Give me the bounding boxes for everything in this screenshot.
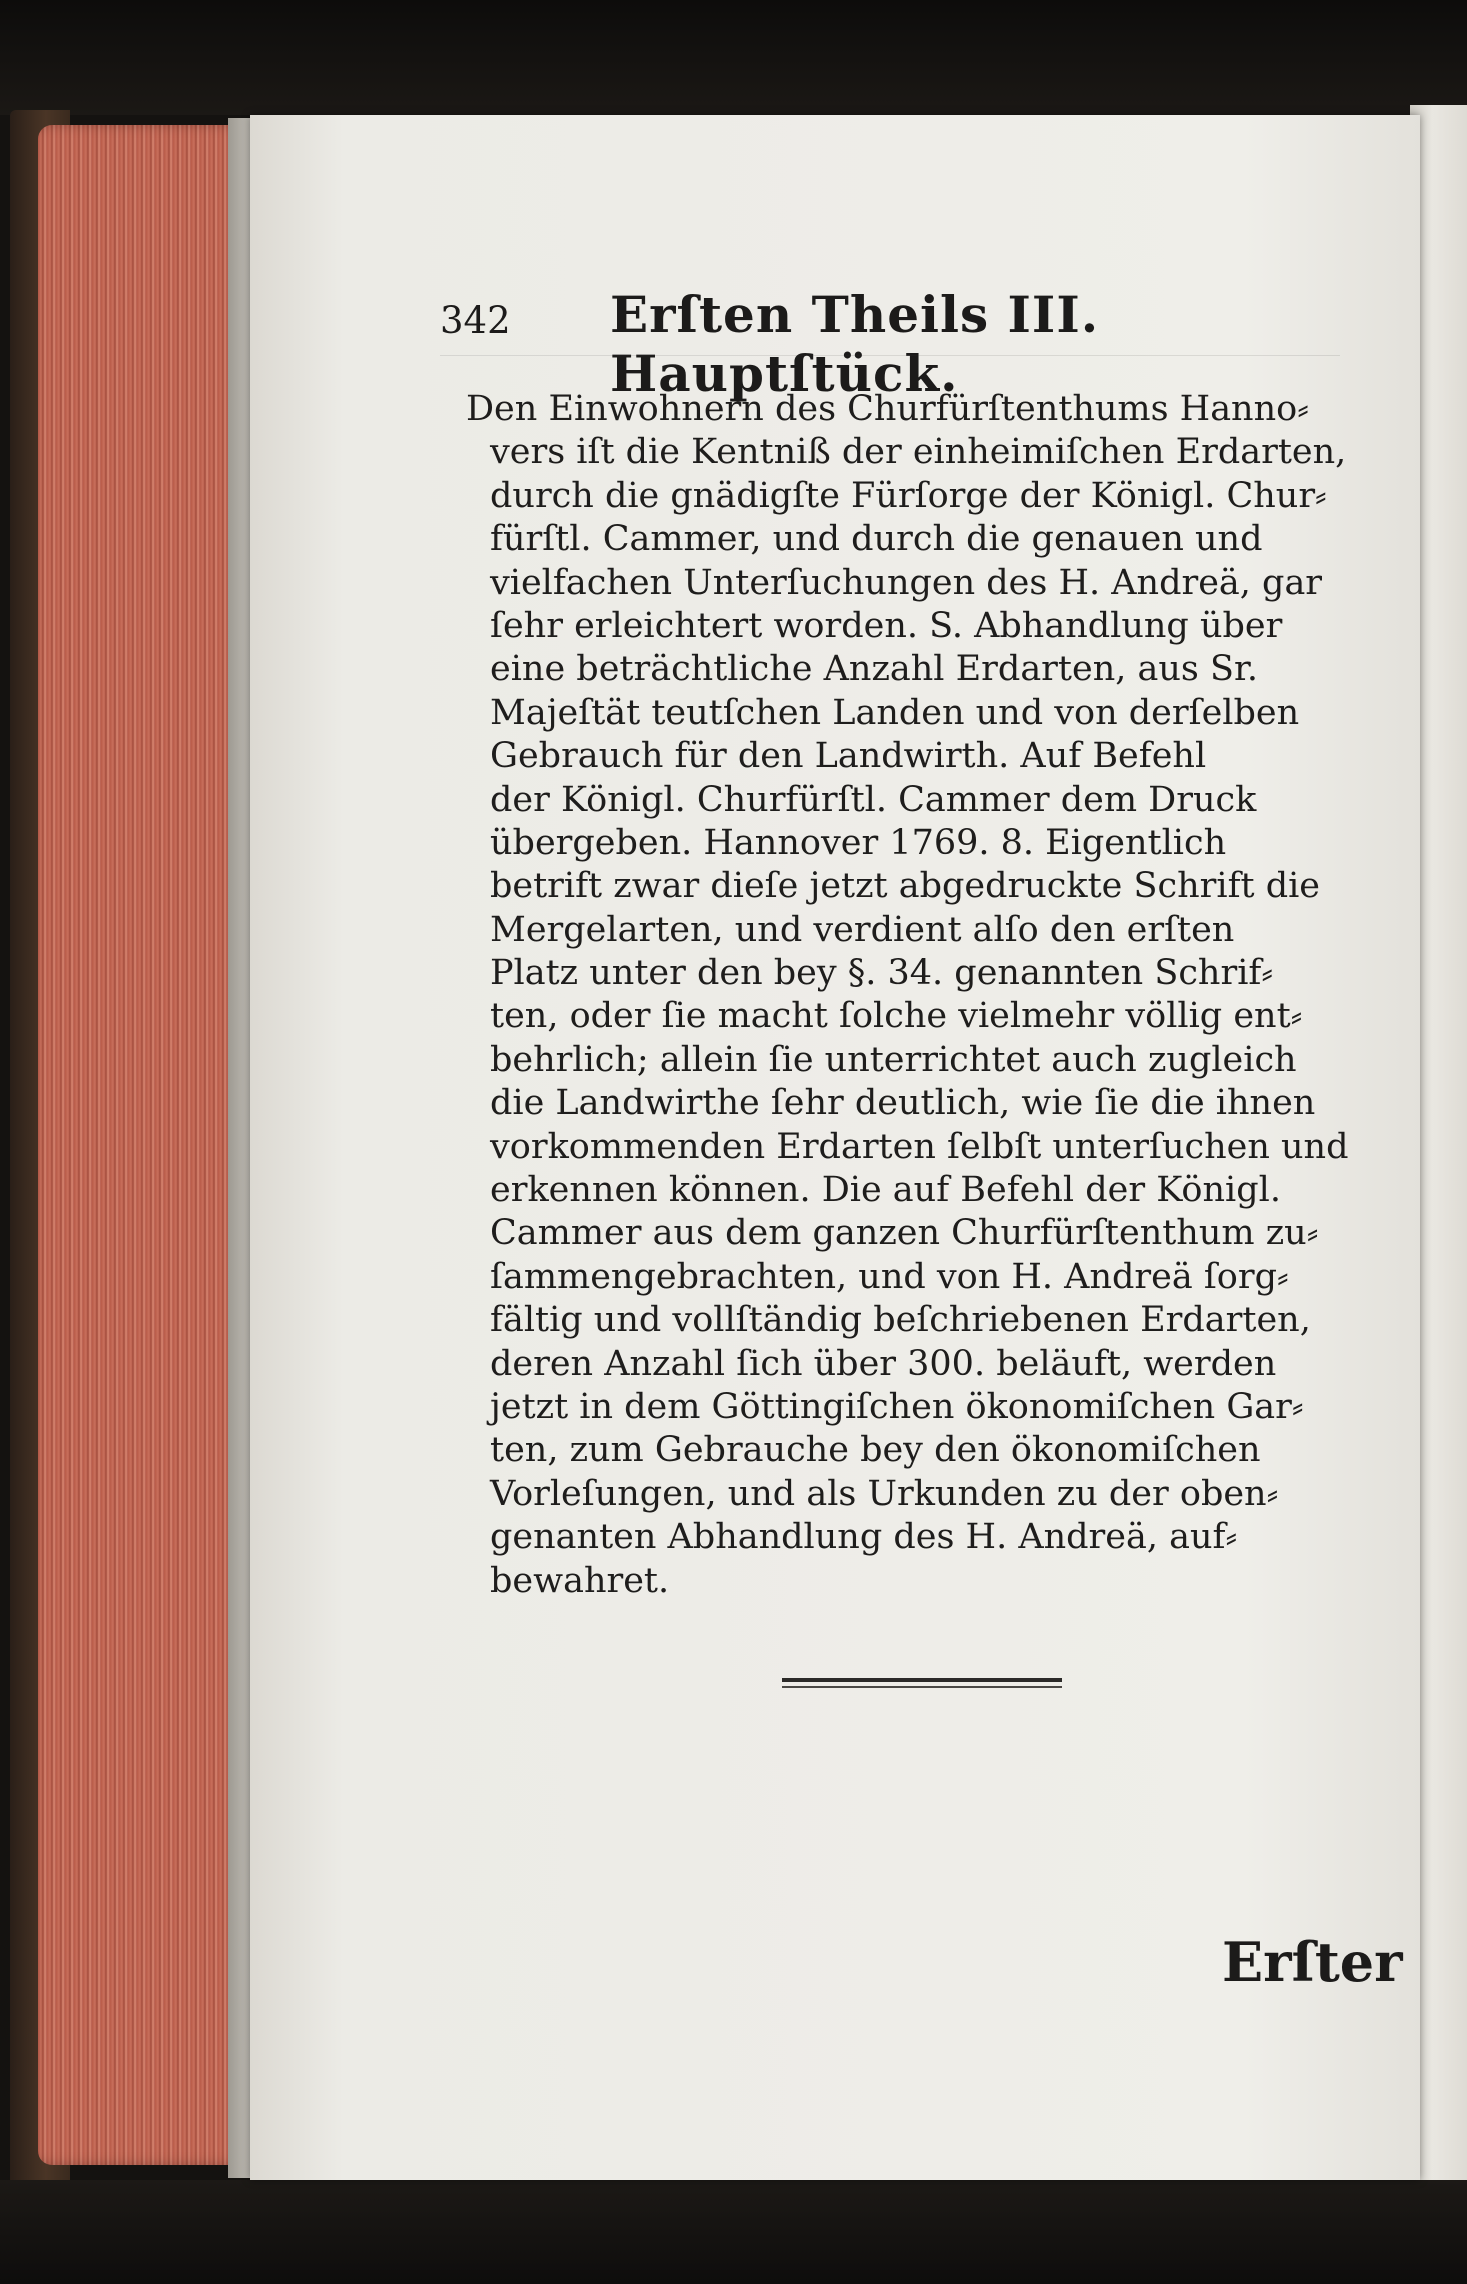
text-line: fältig und vollſtändig beſchriebenen Erdarten, <box>490 1300 1311 1341</box>
text-line: Platz unter den bey §. 34. genannten Schrif⸗ <box>490 953 1274 994</box>
background-top <box>0 0 1467 115</box>
text-line: ten, oder ſie macht ſolche vielmehr völlig ent⸗ <box>490 996 1303 1037</box>
text-line: Gebrauch für den Landwirth. Auf Befehl <box>490 736 1207 777</box>
text-line: fürſtl. Cammer, und durch die genauen und <box>490 519 1263 560</box>
catchword: Erſter <box>1222 1930 1403 1994</box>
text-line: genanten Abhandlung des H. Andreä, auf⸗ <box>490 1517 1238 1558</box>
text-line: ſehr erleichtert worden. S. Abhandlung über <box>490 605 1283 646</box>
text-line: jetzt in dem Göttingiſchen ökonomiſchen Gar⸗ <box>490 1386 1304 1427</box>
text-line: vielfachen Unterſuchungen des H. Andreä, gar <box>490 562 1323 603</box>
text-line: Den Einwohnern des Churfürſtenthums Hanno⸗ <box>466 389 1309 429</box>
text-line: vorkommenden Erdarten ſelbſt unterſuchen und <box>490 1126 1349 1167</box>
section-end-rule <box>782 1678 1062 1692</box>
text-line: betrift zwar dieſe jetzt abgedruckte Schrift die <box>490 866 1321 907</box>
text-line: ſammengebrachten, und von H. Andreä ſorg⸗ <box>490 1256 1289 1297</box>
running-title: Erſten Theils III. Hauptſtück. <box>610 285 1100 403</box>
text-line: deren Anzahl ſich über 300. beläuft, werden <box>490 1343 1277 1384</box>
text-line: der Königl. Churfürſtl. Cammer dem Druck <box>490 779 1257 820</box>
background-bottom <box>0 2180 1467 2284</box>
text-line: ten, zum Gebrauche bey den ökonomiſchen <box>490 1430 1261 1471</box>
facing-page-marks <box>1448 330 1467 1330</box>
page-number: 342 <box>440 299 511 342</box>
text-line: die Landwirthe ſehr deutlich, wie ſie die ihnen <box>490 1083 1316 1124</box>
rule-thick <box>782 1678 1062 1682</box>
footnote-paragraph <box>466 388 1360 1603</box>
header-rule <box>440 355 1340 356</box>
text-line: Majeſtät teutſchen Landen und von derſelben <box>490 692 1300 733</box>
text-line: bewahret. <box>490 1560 670 1601</box>
page-header <box>440 285 1240 403</box>
text-line: Mergelarten, und verdient alſo den erſten <box>490 909 1235 950</box>
text-line: vers iſt die Kentniß der einheimiſchen Erdarten, <box>490 432 1347 473</box>
text-line: Cammer aus dem ganzen Churfürſtenthum zu⸗ <box>490 1213 1319 1254</box>
text-line: Vorleſungen, und als Urkunden zu der oben⸗ <box>490 1473 1279 1514</box>
text-line: erkennen können. Die auf Befehl der Königl. <box>490 1170 1281 1211</box>
rule-thin <box>782 1686 1062 1688</box>
text-line: durch die gnädigſte Fürſorge der Königl. Chur⸗ <box>490 475 1327 516</box>
text-line: übergeben. Hannover 1769. 8. Eigentlich <box>490 822 1227 863</box>
red-page-edges <box>38 125 243 2165</box>
text-line: eine beträchtliche Anzahl Erdarten, aus Sr. <box>490 649 1258 690</box>
text-line: behrlich; allein ſie unterrichtet auch zugleich <box>490 1039 1297 1080</box>
